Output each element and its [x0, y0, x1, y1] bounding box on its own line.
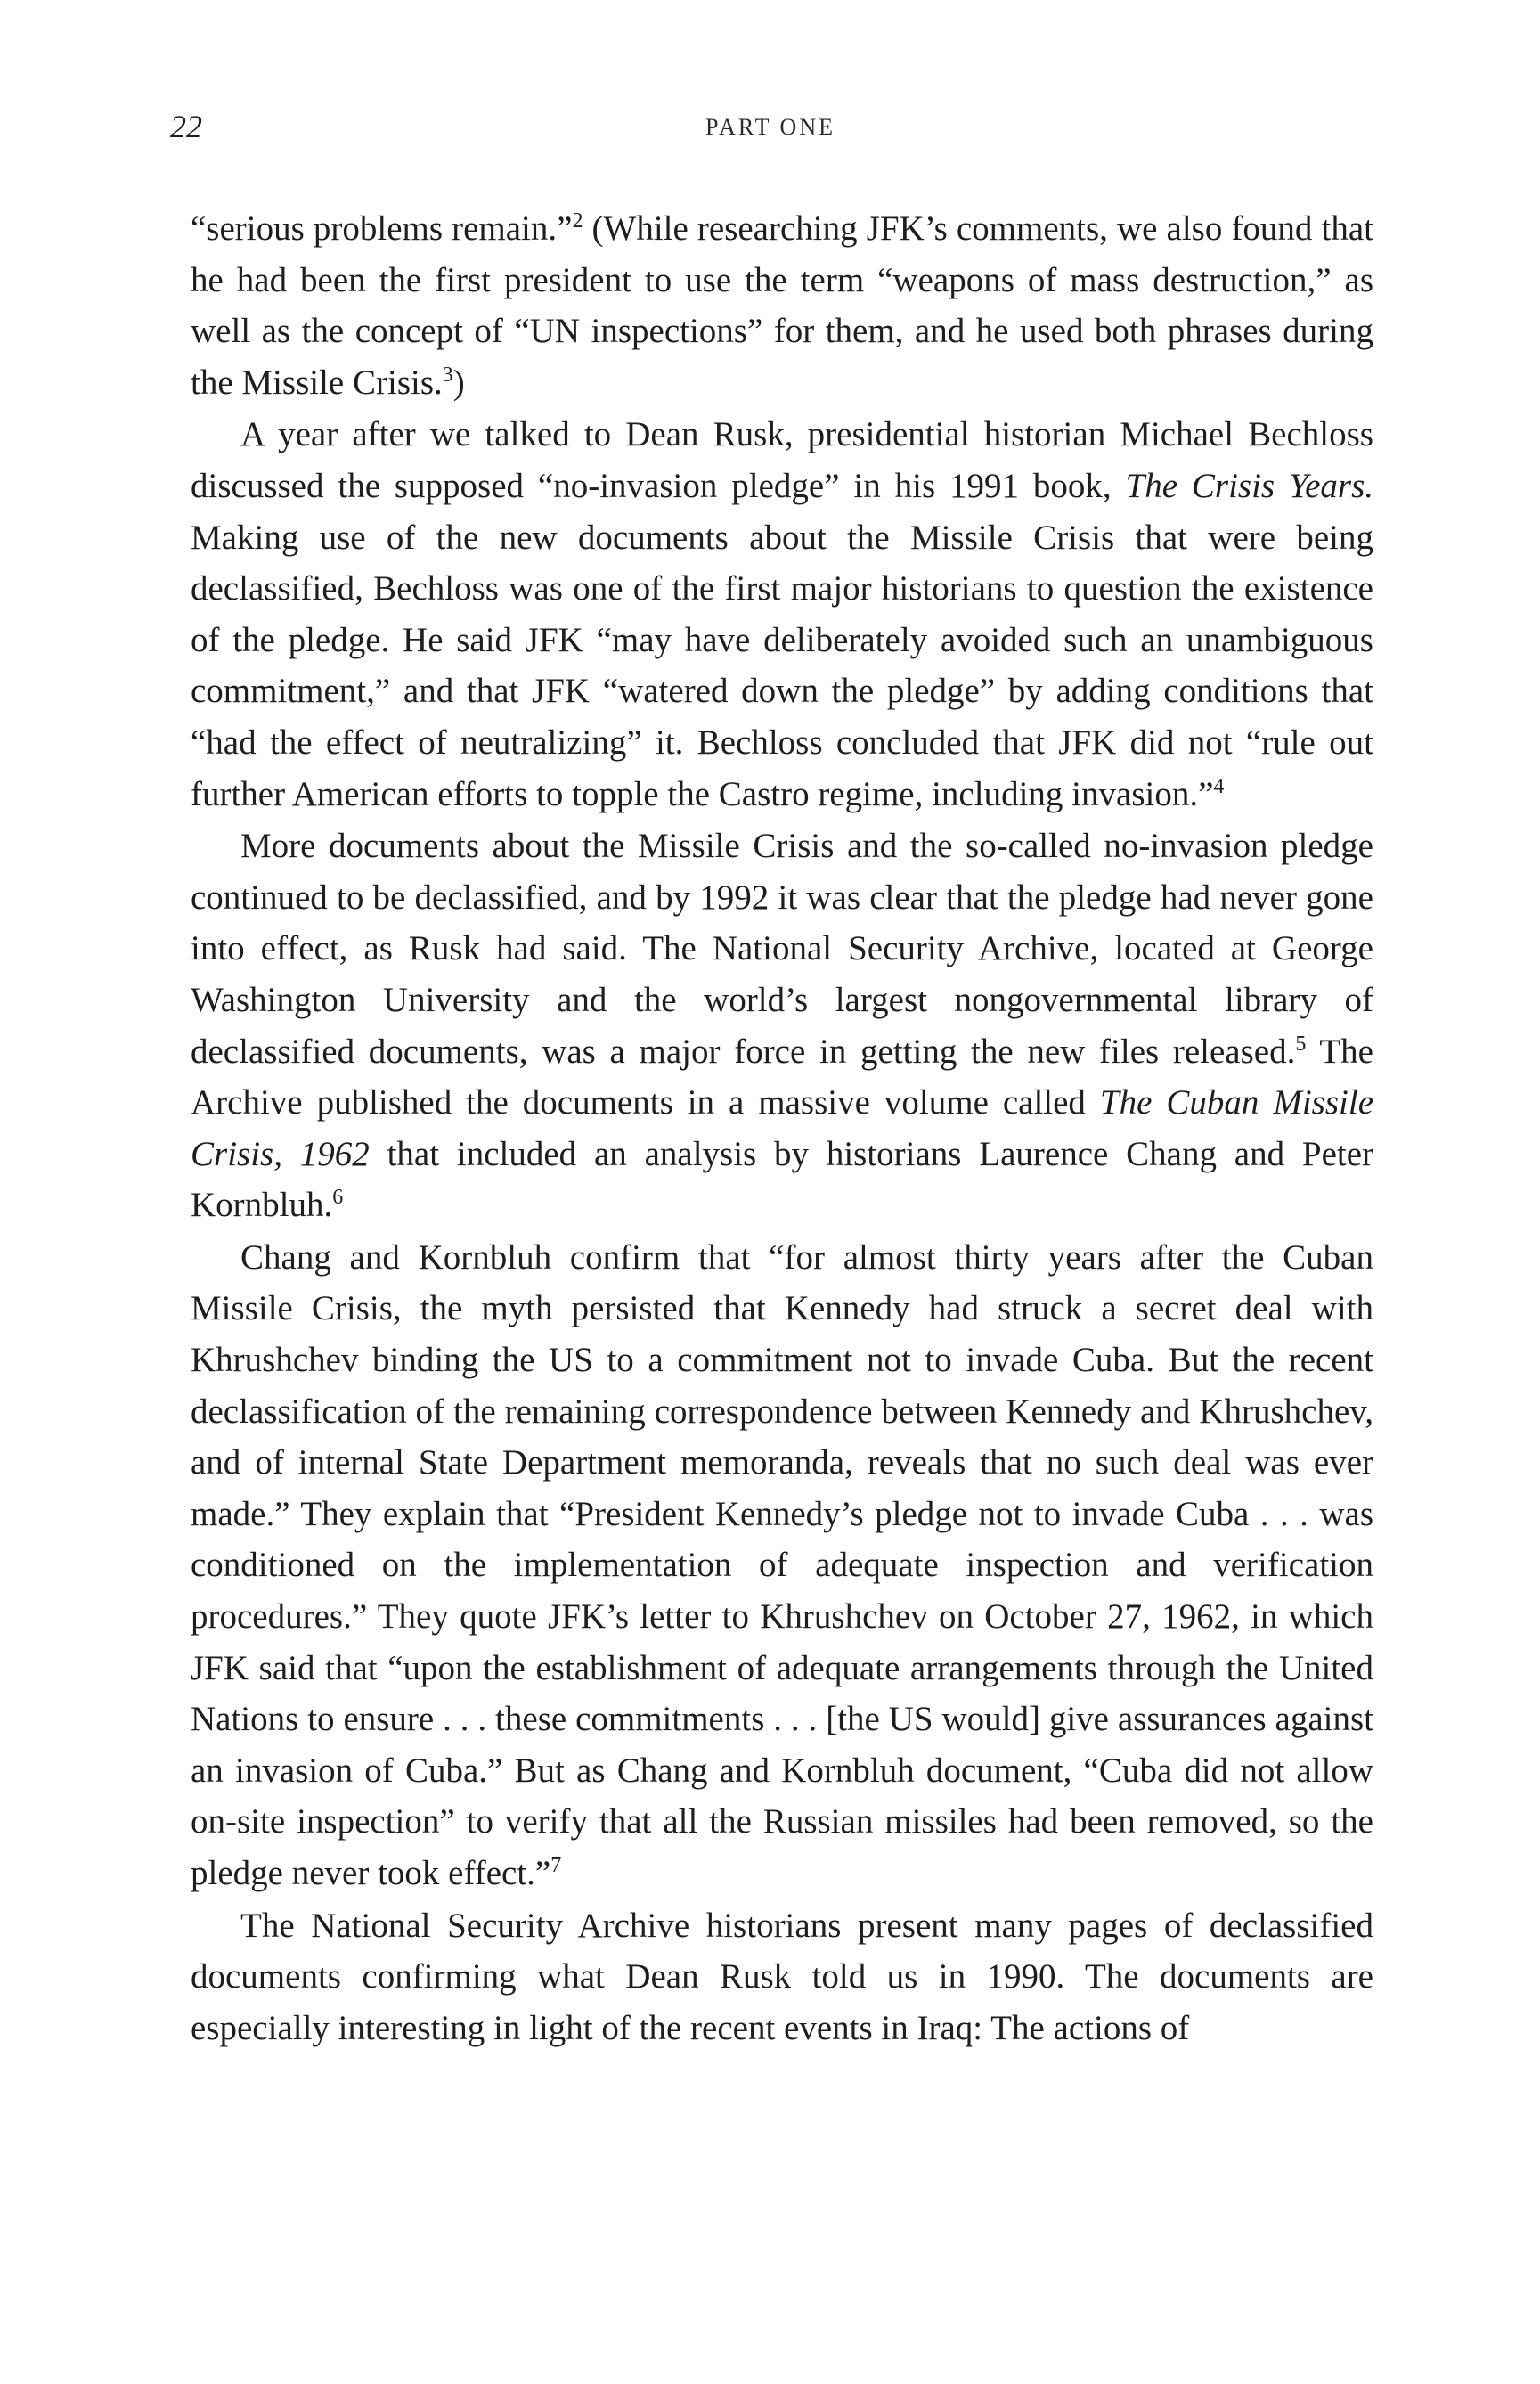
- text-run: More documents about the Missile Crisis and the so-called no-invasion pledge continued to be declassified, and by 1992 it was clear that the pledge had never gone into effect, as Rusk had said. The National Security Archive, located at George Washington University and the world’s largest nongovernmental library of declassified documents, was a major force in getting the new files released.: [191, 827, 1373, 1071]
- text-run: “serious problems remain.”: [191, 209, 573, 248]
- paragraph: [191, 1232, 1373, 1899]
- text-run: Making use of the new documents about the Missile Crisis that were being declassified, Bechloss was one of the first major historians to question the existence of the pledge. He said JFK “may have deliberately avoided such an unambiguous commitment,” and that JFK “watered down the pledge” by adding conditions that “had the effect of neutralizing” it. Bechloss concluded that JFK did not “rule out further American efforts to topple the Castro regime, including invasion.”: [191, 518, 1373, 813]
- italic-title: The Cuban Missile Crisis, 1962: [191, 1083, 1373, 1173]
- footnote-marker: 2: [572, 209, 583, 233]
- text-run: A year after we talked to Dean Rusk, presidential historian Michael Bechloss discussed the supposed “no-invasion pledge” in his 1991 book,: [191, 415, 1373, 505]
- footnote-marker: 7: [550, 1854, 562, 1877]
- text-run: The Archive published the documents in a massive volume called: [191, 1032, 1373, 1123]
- text-run: The National Security Archive historians present many pages of declassified documents confirming what Dean Rusk told us in 1990. The documents are especially interesting in light of the recent events in Iraq: The actions of: [191, 1906, 1373, 2047]
- italic-title: The Crisis Years.: [1125, 466, 1373, 505]
- footnote-marker: 5: [1295, 1032, 1307, 1056]
- text-run: that included an analysis by historians Laurence Chang and Peter Kornbluh.: [191, 1134, 1374, 1225]
- body-text: [191, 203, 1373, 2054]
- footnote-marker: 6: [332, 1186, 344, 1210]
- text-run: ): [452, 363, 465, 402]
- text-run: (While researching JFK’s comments, we also found that he had been the first president to use the term “weapons of mass destruction,” as well as the concept of “UN inspections” for them, and he used both phrases during the Missile Crisis.: [191, 209, 1373, 402]
- paragraph: [191, 1900, 1373, 2054]
- paragraph: [191, 409, 1373, 820]
- running-head: PART ONE: [705, 114, 835, 140]
- page-number: 22: [170, 109, 202, 144]
- footnote-marker: 3: [442, 363, 453, 387]
- paragraph: [191, 821, 1373, 1231]
- text-run: Chang and Kornbluh confirm that “for almost thirty years after the Cuban Missile Crisis, the myth persisted that Kennedy had struck a secret deal with Khrushchev binding the US to a commitment not to invade Cuba. But the recent declassification of the remaining correspondence between Kennedy and Khrushchev, and of internal State Department memoranda, reveals that no such deal was ever made.” They explain that “President Kennedy’s pledge not to invade Cuba . . . was conditioned on the implementation of adequate inspection and verification procedures.” They quote JFK’s letter to Khrushchev on October 27, 1962, in which JFK said that “upon the establishment of adequate arrangements through the United Nations to ensure . . . these commitments . . . [the US would] give assurances against an invasion of Cuba.” But as Chang and Kornbluh document, “Cuba did not allow on-site inspection” to verify that all the Russian missiles had been removed, so the pledge never took effect.”: [191, 1237, 1373, 1892]
- paragraph: [191, 203, 1373, 408]
- footnote-marker: 4: [1213, 774, 1225, 798]
